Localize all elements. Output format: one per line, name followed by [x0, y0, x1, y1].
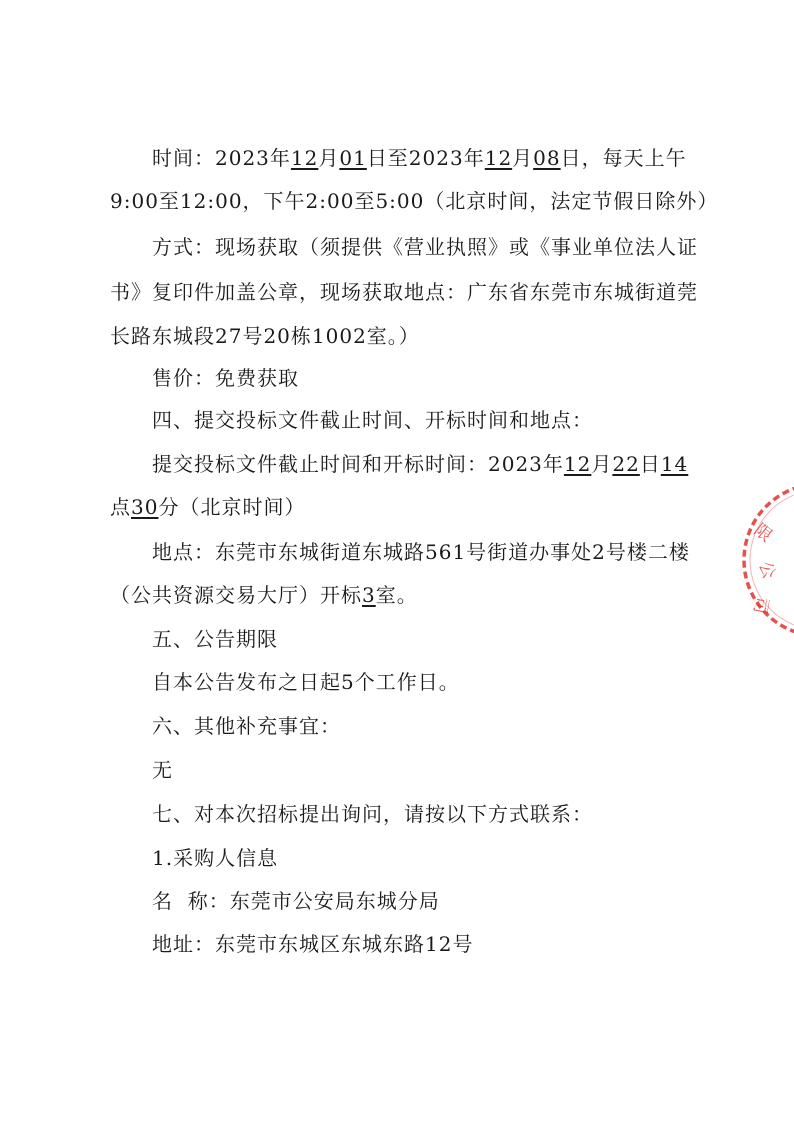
deadline-hour: 14	[660, 452, 689, 476]
month-char: 月	[318, 146, 340, 170]
svg-text:司: 司	[749, 595, 772, 616]
time-prefix: 时间：2023年	[152, 146, 291, 170]
purchaser-info-heading: 1.采购人信息	[152, 846, 279, 870]
deadline-line	[152, 452, 688, 476]
method-line-3: 长路东城段27号20栋1002室。）	[110, 324, 420, 348]
method-line-2: 书》复印件加盖公章，现场获取地点：广东省东莞市东城街道莞	[110, 280, 698, 304]
company-seal	[735, 480, 794, 650]
purchaser-address-line: 地址：东莞市东城区东城东路12号	[152, 932, 474, 956]
location-prefix: （公共资源交易大厅）开标	[110, 583, 362, 607]
start-month: 12	[290, 146, 319, 170]
hour-char: 点	[110, 495, 131, 519]
room-number: 3	[362, 583, 376, 607]
minute-suffix: 分（北京时间）	[158, 495, 306, 519]
method-line-1: 方式：现场获取（须提供《营业执照》或《事业单位法人证	[152, 235, 698, 259]
time-suffix: 日，每天上午	[560, 146, 687, 170]
end-month: 12	[484, 146, 513, 170]
section-four-heading: 四、提交投标文件截止时间、开标时间和地点：	[152, 408, 593, 432]
day-char: 日	[639, 452, 661, 476]
start-day: 01	[339, 146, 367, 170]
time-mid: 日至2023年	[366, 146, 485, 170]
svg-text:公: 公	[754, 558, 779, 582]
end-day: 08	[533, 146, 561, 170]
location-line-1: 地点：东莞市东城街道东城路561号街道办事处2号楼二楼	[152, 540, 690, 564]
deadline-minute: 30	[131, 495, 159, 519]
svg-text:限: 限	[749, 520, 776, 547]
month-char-3: 月	[591, 452, 613, 476]
section-five-heading: 五、公告期限	[152, 627, 278, 651]
deadline-day: 22	[612, 452, 640, 476]
room-suffix: 室。	[375, 583, 418, 607]
hours-line: 9:00至12:00，下午2:00至5:00（北京时间，法定节假日除外）	[110, 189, 719, 213]
deadline-line-2	[110, 495, 305, 519]
period-line: 自本公告发布之日起5个工作日。	[152, 670, 460, 694]
section-seven-heading: 七、对本次招标提出询问，请按以下方式联系：	[152, 802, 593, 826]
deadline-month: 12	[563, 452, 592, 476]
deadline-prefix: 提交投标文件截止时间和开标时间：2023年	[152, 452, 564, 476]
time-line	[152, 146, 687, 170]
purchaser-name-line: 名 称：东莞市公安局东城分局	[152, 889, 440, 913]
section-six-heading: 六、其他补充事宜：	[152, 714, 341, 738]
none-line: 无	[152, 758, 173, 782]
price-line: 售价：免费获取	[152, 366, 299, 390]
location-line-2	[110, 583, 418, 607]
month-char-2: 月	[512, 146, 534, 170]
